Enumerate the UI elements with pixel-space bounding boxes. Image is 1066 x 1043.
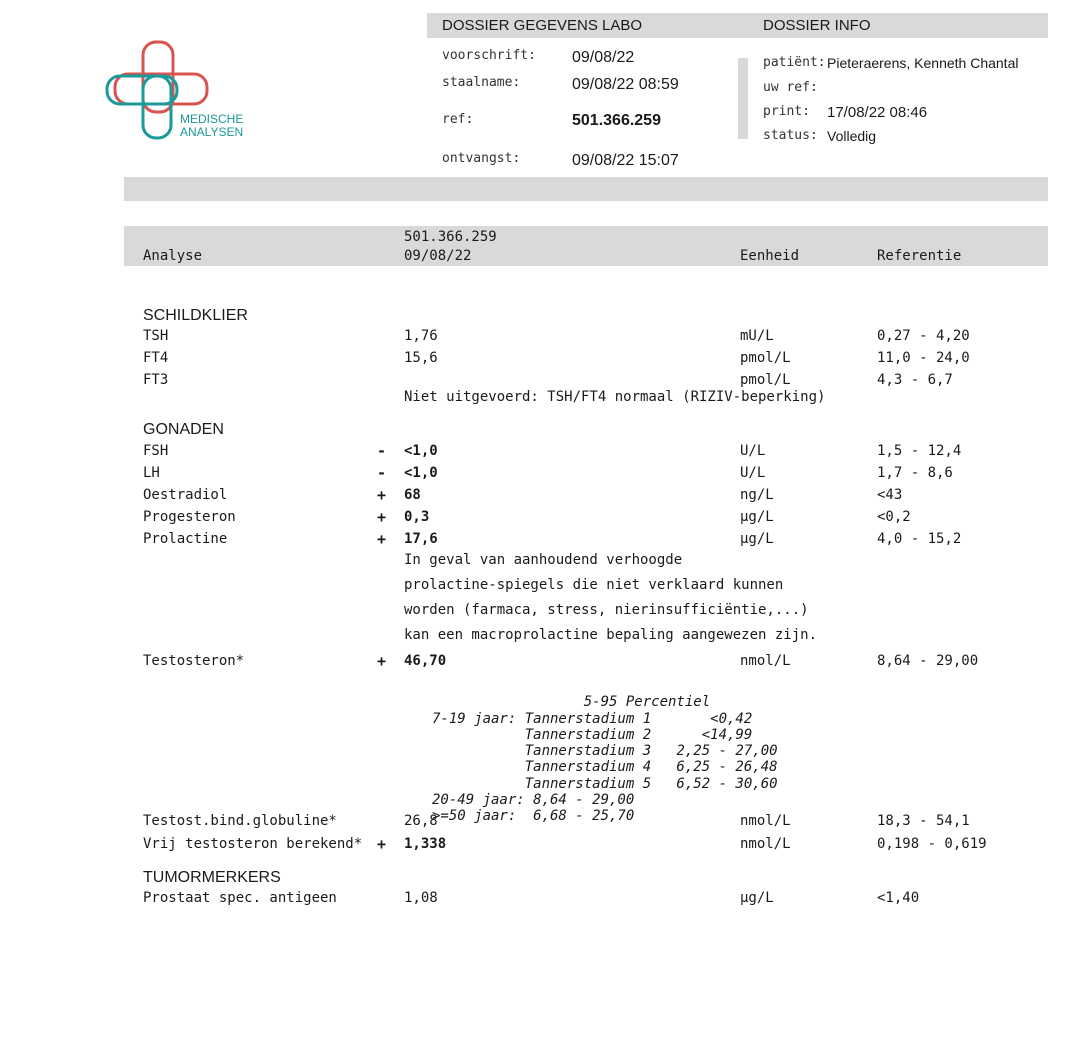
- percentile-line: Tannerstadium 5 6,52 - 30,60: [432, 775, 778, 792]
- row-value: 1,76: [404, 328, 438, 344]
- prolactine-note-line: In geval van aanhoudend verhoogde: [404, 552, 683, 568]
- row-flag: +: [377, 508, 387, 526]
- row-name: FT3: [143, 372, 169, 388]
- row-unit: pmol/L: [740, 350, 791, 366]
- info-status-value: Volledig: [827, 128, 877, 144]
- percentile-line: 5-95 Percentiel: [432, 694, 711, 711]
- info-side-bar: [738, 58, 748, 139]
- row-name: FT4: [143, 350, 169, 366]
- logo-line-1: MEDISCHE: [180, 112, 244, 126]
- info-status-label: status:: [763, 128, 818, 143]
- row-flag: -: [377, 464, 387, 482]
- row-ref: 8,64 - 29,00: [877, 653, 979, 669]
- labo-ontvangst-value: 09/08/22 15:07: [572, 152, 679, 169]
- percentile-line: Tannerstadium 3 2,25 - 27,00: [432, 743, 778, 760]
- row-ref: 1,5 - 12,4: [877, 443, 962, 459]
- row-unit: nmol/L: [740, 836, 791, 852]
- col-unit: Eenheid: [740, 248, 800, 264]
- row-name: FSH: [143, 443, 169, 459]
- row-ref: <1,40: [877, 890, 920, 906]
- row-ref: 11,0 - 24,0: [877, 350, 970, 366]
- row-name: Testosteron*: [143, 653, 245, 669]
- row-unit: pmol/L: [740, 372, 791, 388]
- prolactine-note-line: worden (farmaca, stress, nierinsufficiëntie,...): [404, 602, 809, 618]
- row-flag: -: [377, 442, 387, 460]
- prolactine-note-line: prolactine-spiegels die niet verklaard kunnen: [404, 577, 784, 593]
- logo-text: [180, 113, 243, 139]
- col-analyse: Analyse: [143, 248, 203, 264]
- info-patient-value: Pieteraerens, Kenneth Chantal: [827, 55, 1019, 71]
- percentile-line: 20-49 jaar: 8,64 - 29,00: [432, 792, 635, 809]
- row-unit: µg/L: [740, 531, 774, 547]
- row-value: <1,0: [404, 465, 438, 481]
- labo-voorschrift-label: voorschrift:: [442, 48, 536, 63]
- labo-ontvangst-label: ontvangst:: [442, 151, 521, 166]
- prolactine-note-line: kan een macroprolactine bepaling aangewezen zijn.: [404, 627, 818, 643]
- row-unit: µg/L: [740, 890, 774, 906]
- row-value: 15,6: [404, 350, 438, 366]
- percentile-line: 7-19 jaar: Tannerstadium 1 <0,42: [432, 710, 753, 727]
- col-ref-no: 501.366.259: [404, 229, 497, 245]
- row-ref: <0,2: [877, 509, 911, 525]
- percentile-line: Tannerstadium 4 6,25 - 26,48: [432, 759, 778, 776]
- info-print-label: print:: [763, 104, 810, 119]
- row-value: 1,338: [404, 836, 447, 852]
- row-ref: 1,7 - 8,6: [877, 465, 953, 481]
- info-patient-label: patiënt:: [763, 55, 826, 70]
- row-name: Prostaat spec. antigeen: [143, 890, 337, 906]
- row-flag: +: [377, 652, 387, 670]
- row-value: <1,0: [404, 443, 438, 459]
- labo-staalname-value: 09/08/22 08:59: [572, 76, 679, 93]
- row-unit: µg/L: [740, 509, 774, 525]
- info-print-value: 17/08/22 08:46: [827, 104, 928, 121]
- row-ref: 18,3 - 54,1: [877, 813, 970, 829]
- section-schildklier: SCHILDKLIER: [143, 307, 248, 324]
- row-ref: <43: [877, 487, 903, 503]
- row-ref: 0,198 - 0,619: [877, 836, 987, 852]
- row-unit: U/L: [740, 465, 766, 481]
- row-name: Prolactine: [143, 531, 228, 547]
- percentile-line: Tannerstadium 2 <14,99: [432, 726, 753, 743]
- percentile-line: >=50 jaar: 6,68 - 25,70: [432, 808, 635, 825]
- labo-title: DOSSIER GEGEVENS LABO: [442, 17, 643, 34]
- row-unit: nmol/L: [740, 653, 791, 669]
- section-tumormerkers: TUMORMERKERS: [143, 869, 281, 886]
- row-flag: +: [377, 530, 387, 548]
- col-reference: Referentie: [877, 248, 962, 264]
- row-name: Progesteron: [143, 509, 236, 525]
- row-unit: ng/L: [740, 487, 774, 503]
- row-unit: mU/L: [740, 328, 774, 344]
- row-ref: 0,27 - 4,20: [877, 328, 970, 344]
- section-gonaden: GONADEN: [143, 421, 224, 438]
- row-ref: 4,0 - 15,2: [877, 531, 962, 547]
- row-value: 17,6: [404, 531, 438, 547]
- separator-bar: [124, 177, 1048, 201]
- row-value: 1,08: [404, 890, 438, 906]
- labo-ref-label: ref:: [442, 112, 474, 127]
- labo-voorschrift-value: 09/08/22: [572, 49, 635, 66]
- labo-ref-value: 501.366.259: [572, 112, 661, 129]
- row-value: 0,3: [404, 509, 430, 525]
- row-flag: +: [377, 486, 387, 504]
- row-value: 46,70: [404, 653, 447, 669]
- row-value: 26,8: [404, 813, 438, 829]
- col-date: 09/08/22: [404, 248, 472, 264]
- row-flag: +: [377, 835, 387, 853]
- row-value: 68: [404, 487, 421, 503]
- row-ref: 4,3 - 6,7: [877, 372, 953, 388]
- row-name: TSH: [143, 328, 169, 344]
- row-unit: nmol/L: [740, 813, 791, 829]
- row-name: Testost.bind.globuline*: [143, 813, 337, 829]
- labo-staalname-label: staalname:: [442, 75, 521, 90]
- schildklier-note: Niet uitgevoerd: TSH/FT4 normaal (RIZIV-beperking): [404, 389, 826, 405]
- row-name: Oestradiol: [143, 487, 228, 503]
- info-title: DOSSIER INFO: [763, 17, 871, 34]
- row-unit: U/L: [740, 443, 766, 459]
- row-name: Vrij testosteron berekend*: [143, 836, 363, 852]
- info-uwref-label: uw ref:: [763, 80, 818, 95]
- logo-line-2: ANALYSEN: [180, 125, 244, 139]
- row-name: LH: [143, 465, 160, 481]
- testosteron-percentile-table: [432, 678, 778, 841]
